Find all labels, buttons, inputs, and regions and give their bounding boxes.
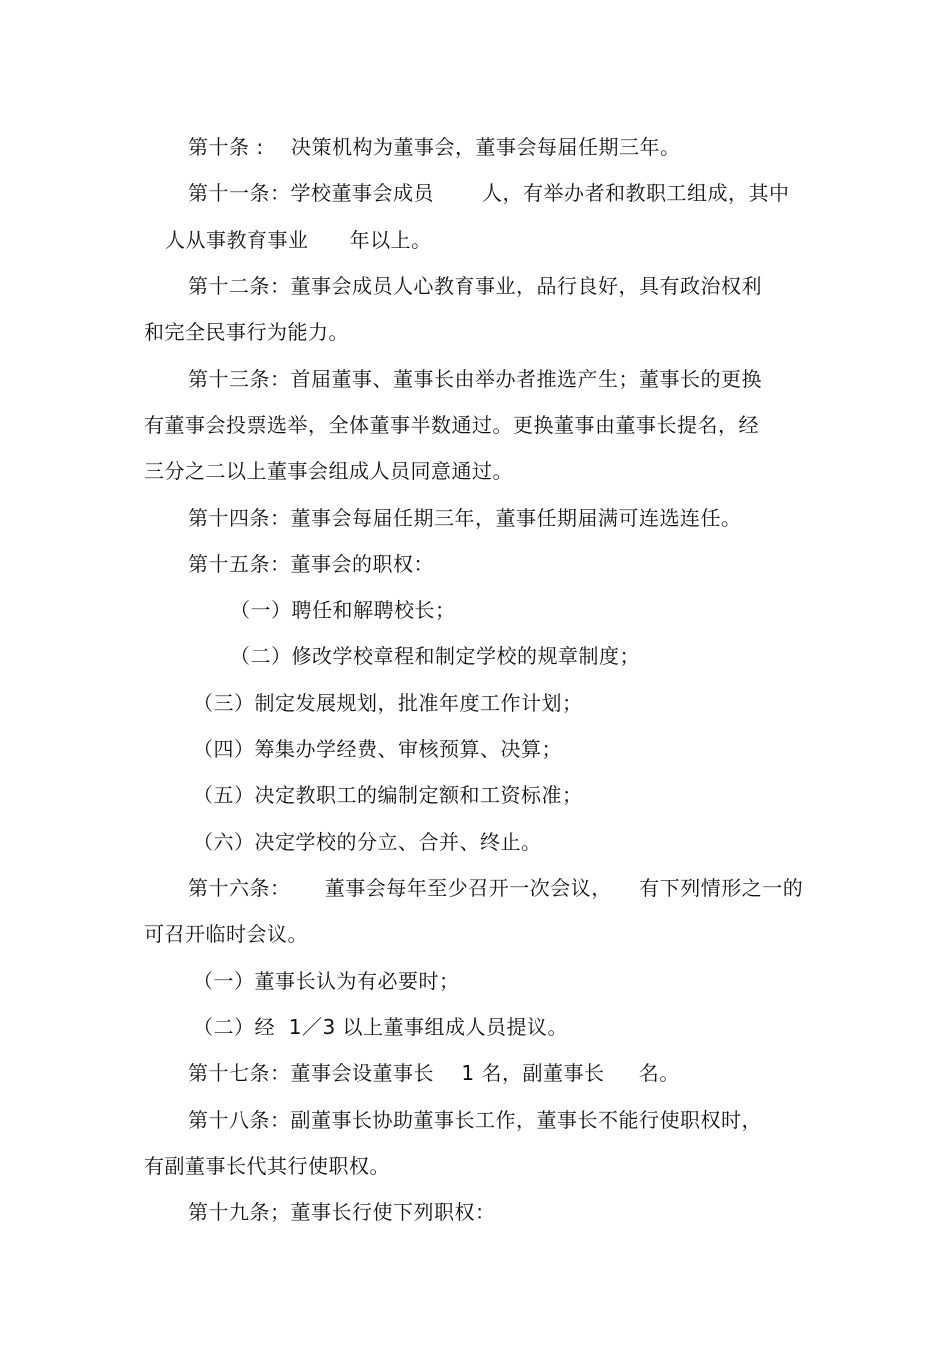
- article-18: 第十八条：副董事长协助董事长工作，董事长不能行使职权时，: [188, 1108, 762, 1132]
- article-15-item-2: （二）修改学校章程和制定学校的规章制度；: [230, 644, 640, 668]
- article-16: 第十六条： 董事会每年至少召开一次会议， 有下列情形之一的: [188, 876, 804, 900]
- article-12-cont: 和完全民事行为能力。: [144, 320, 349, 344]
- article-10: 第十条 : 决策机构为董事会，董事会每届任期三年。: [188, 135, 681, 159]
- article-13-cont-2: 三分之二以上董事会组成人员同意通过。: [144, 459, 513, 483]
- article-11-cont: 人从事教育事业 年以上。: [165, 228, 432, 252]
- article-11: 第十一条：学校董事会成员 人，有举办者和教职工组成，其中: [188, 181, 790, 205]
- article-15-item-5: （五）决定教职工的编制定额和工资标准；: [193, 783, 583, 807]
- article-16-cont: 可召开临时会议。: [144, 922, 308, 946]
- article-15-item-3: （三）制定发展规划，批准年度工作计划；: [193, 691, 583, 715]
- article-17: 第十七条：董事会设董事长 1 名，副董事长 名。: [188, 1061, 680, 1085]
- article-18-cont: 有副董事长代其行使职权。: [144, 1154, 390, 1178]
- article-15-item-6: （六）决定学校的分立、合并、终止。: [193, 830, 542, 854]
- article-15: 第十五条：董事会的职权：: [188, 552, 434, 576]
- article-15-item-1: （一）聘任和解聘校长；: [230, 598, 456, 622]
- article-16-item-1: （一）董事长认为有必要时；: [193, 969, 460, 993]
- article-16-item-2: （二）经 1／3 以上董事组成人员提议。: [193, 1015, 569, 1039]
- article-15-item-4: （四）筹集办学经费、审核预算、决算；: [193, 737, 562, 761]
- article-13: 第十三条：首届董事、董事长由举办者推选产生；董事长的更换: [188, 367, 762, 391]
- article-12: 第十二条：董事会成员人心教育事业，品行良好，具有政治权利: [188, 274, 762, 298]
- article-14: 第十四条：董事会每届任期三年，董事任期届满可连选连任。: [188, 506, 742, 530]
- article-13-cont-1: 有董事会投票选举，全体董事半数通过。更换董事由董事长提名，经: [144, 413, 759, 437]
- article-19: 第十九条；董事长行使下列职权：: [188, 1200, 496, 1224]
